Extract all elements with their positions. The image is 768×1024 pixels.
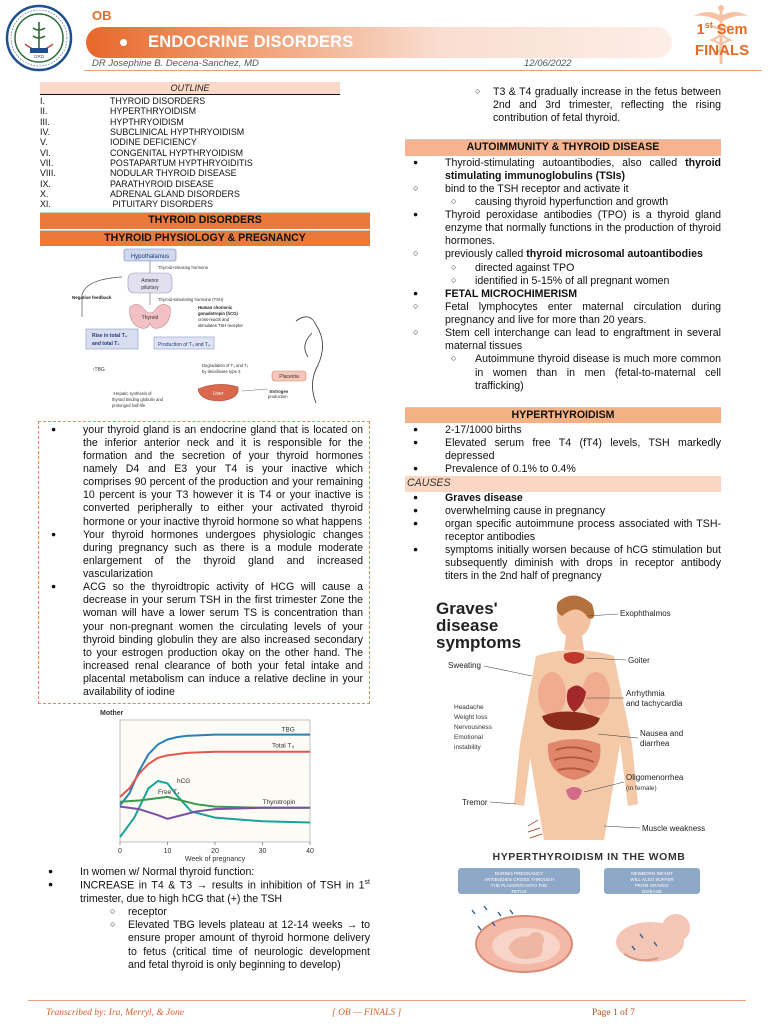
- list-item: ○ causing thyroid hyperfunction and growth: [405, 196, 721, 209]
- x-tick-label: 0: [118, 848, 122, 856]
- list-item: ● Thyroid-stimulating autoantibodies, also called thyroid stimulating immunoglobulins (TSIs): [405, 157, 721, 183]
- chart-plot-area: [120, 720, 310, 842]
- svg-text:Rise in total T₄: Rise in total T₄: [92, 332, 128, 339]
- hyperthyroidism-womb-figure: [444, 848, 734, 976]
- svg-text:pituitary: pituitary: [141, 284, 159, 291]
- svg-text:stimulates TSH receptor: stimulates TSH receptor: [198, 322, 243, 328]
- svg-text:Thyroid-releasing hormone: Thyroid-releasing hormone: [158, 264, 209, 270]
- outline-list: [40, 96, 370, 209]
- outline-item: I. THYROID DISORDERS: [40, 96, 206, 107]
- svg-text:DURING PREGNANCY: DURING PREGNANCY: [494, 871, 544, 876]
- author-name: DR Josephine B. Decena-Sanchez, MD: [92, 58, 259, 69]
- section-label: OB: [92, 8, 112, 23]
- finals-label: FINALS: [694, 41, 750, 59]
- list-item: ○ receptor: [110, 906, 370, 919]
- svg-text:Nervousness: Nervousness: [454, 724, 492, 731]
- svg-text:and total T₃: and total T₃: [92, 340, 120, 347]
- svg-text:HYPERTHYROIDISM IN THE WOMB: HYPERTHYROIDISM IN THE WOMB: [492, 851, 686, 863]
- svg-text:Oligomenorrhea: Oligomenorrhea: [626, 773, 684, 782]
- outline-item: IX. PARATHYROID DISEASE: [40, 178, 214, 189]
- list-item: ● INCREASE in T4 & T3 → results in inhibition of TSH in 1st trimester, due to high hCG that (+) the TSH: [40, 879, 370, 906]
- left-column: [40, 82, 370, 972]
- thyroid-physiology-diagram: [72, 247, 342, 415]
- list-item: ● organ specific autoimmune process associated with TSH-receptor antibodies: [405, 518, 721, 544]
- x-axis-label: Week of pregnancy: [184, 856, 246, 864]
- svg-text:Tremor: Tremor: [462, 798, 488, 807]
- svg-text:prolonged half-life: prolonged half-life: [112, 402, 146, 408]
- svg-text:Placenta: Placenta: [279, 373, 299, 380]
- outline-title: OUTLINE: [40, 82, 340, 95]
- svg-text:↑TBG: ↑TBG: [92, 366, 105, 373]
- section-header-autoimmunity: AUTOIMMUNITY & THYROID DISEASE: [405, 139, 721, 155]
- svg-text:Goiter: Goiter: [628, 656, 650, 665]
- banner-bullet: [120, 39, 127, 46]
- svg-text:thyroid binding globulin and: thyroid binding globulin and: [112, 396, 163, 402]
- svg-text:Negative feedback: Negative feedback: [72, 294, 112, 300]
- svg-text:Graves': Graves': [436, 599, 498, 618]
- college-seal-logo: [5, 4, 73, 72]
- svg-text:Nausea and: Nausea and: [640, 729, 684, 738]
- section-header-hyperthyroidism: HYPERTHYROIDISM: [405, 407, 721, 423]
- semester-suffix: st: [704, 20, 713, 30]
- outline-item: V. IODINE DEFICIENCY: [40, 137, 197, 148]
- svg-text:Emotional: Emotional: [454, 734, 483, 741]
- graves-disease-symptoms-figure: [428, 594, 738, 840]
- svg-text:disease: disease: [436, 616, 499, 635]
- header-divider: [84, 70, 762, 71]
- x-tick-label: 40: [306, 848, 314, 856]
- list-item: ○ previously called thyroid microsomal autoantibodies: [405, 248, 721, 261]
- svg-text:Production of T₃ and T₄: Production of T₃ and T₄: [158, 341, 210, 348]
- list-item: ○ identified in 5-15% of all pregnant women: [405, 275, 721, 288]
- list-item: ○ directed against TPO: [405, 262, 721, 275]
- svg-text:DISEASE: DISEASE: [642, 889, 662, 894]
- outline-item: VII. POSTAPARTUM HYPTHRYOIDITIS: [40, 157, 253, 168]
- svg-text:FETUS: FETUS: [511, 889, 527, 894]
- x-tick-label: 20: [211, 848, 219, 856]
- series-label: TBG: [281, 726, 295, 734]
- svg-text:Anterior: Anterior: [141, 277, 159, 284]
- list-item: ● overwhelming cause in pregnancy: [405, 505, 721, 518]
- chart-title: Mother: [100, 710, 124, 718]
- svg-text:ANTIBODIES CROSS THROUGH: ANTIBODIES CROSS THROUGH: [484, 877, 554, 882]
- series-label: Total T₄: [272, 743, 295, 751]
- outline-item: XI. PITUITARY DISORDERS: [40, 199, 214, 210]
- svg-text:Thyroid-stimulating hormone (T: Thyroid-stimulating hormone (TSH): [158, 296, 224, 302]
- title-banner: [86, 27, 672, 58]
- semester-number: 1: [696, 21, 705, 38]
- semester-badge: [678, 20, 766, 60]
- series-label: hCG: [177, 778, 191, 786]
- svg-text:instability: instability: [454, 744, 481, 751]
- svg-text:Arrhythmia: Arrhythmia: [626, 689, 665, 698]
- list-item: ○ Autoimmune thyroid disease is much more common in women than in men (fetal-to-maternal cell trafficking): [405, 353, 721, 392]
- list-item: ● Elevated serum free T4 (fT4) levels, TSH markedly depressed: [405, 437, 721, 463]
- outline-item: III. HYPTHRYOIDISM: [40, 116, 184, 127]
- svg-text:Weight loss: Weight loss: [454, 714, 488, 721]
- outline-item: X. ADRENAL GLAND DISORDERS: [40, 188, 240, 199]
- svg-text:cross-reacts and: cross-reacts and: [198, 316, 229, 322]
- page-title: ENDOCRINE DISORDERS: [148, 33, 354, 51]
- svg-text:Hypothalamus: Hypothalamus: [130, 253, 170, 260]
- svg-text:symptoms: symptoms: [436, 633, 522, 652]
- section-header-thyroid-physiology: THYROID PHYSIOLOGY & PREGNANCY: [40, 230, 370, 246]
- lecture-date: 12/06/2022: [524, 58, 572, 69]
- list-item: ● ACG so the thyroidtropic activity of HCG will cause a decrease in your serum TSH in the first trimester Zone the woman will have a lower serum TS is concentration than your non-pregnant women the circulating levels of your thyroid binding globulin they are also increased secondary to your estrogen production okay on the other hand. The increased renal clearance of both your fetal intake and placental metabolism can induce a relative decline in your availability of iodine: [43, 581, 363, 699]
- svg-text:NEWBORN INFANT: NEWBORN INFANT: [631, 871, 673, 876]
- svg-text:Degradation of T₃ and T₄: Degradation of T₃ and T₄: [202, 362, 249, 368]
- list-item: ○ Fetal lymphocytes enter maternal circulation during pregnancy and live for more than 20 years.: [405, 301, 721, 327]
- svg-text:Exophthalmos: Exophthalmos: [620, 609, 671, 618]
- outline-item: VI. CONGENITAL HYPTHRYOIDISM: [40, 147, 243, 158]
- svg-text:Muscle weakness: Muscle weakness: [642, 824, 706, 833]
- footer-page-number: Page 1 of 7: [592, 1008, 636, 1018]
- svg-text:diarrhea: diarrhea: [640, 739, 670, 748]
- list-item: ○ bind to the TSH receptor and activate it: [405, 183, 721, 196]
- list-item: ● FETAL MICROCHIMERISM: [405, 288, 721, 301]
- right-column: [405, 82, 721, 583]
- outline-item: VIII. NODULAR THYROID DISEASE: [40, 168, 237, 179]
- list-item: ● In women w/ Normal thyroid function:: [40, 866, 370, 879]
- svg-text:WILL ALSO SUFFER: WILL ALSO SUFFER: [630, 877, 674, 882]
- thyroid-levels-chart: [98, 706, 320, 864]
- svg-text:Thyroid: Thyroid: [141, 314, 159, 321]
- svg-text:and tachycardia: and tachycardia: [626, 699, 683, 708]
- semester-word: Sem: [716, 21, 748, 38]
- svg-text:gonadotropin (hCG): gonadotropin (hCG): [198, 310, 238, 316]
- list-item: ● Prevalence of 0.1% to 0.4%: [405, 463, 721, 476]
- svg-text:by deiodinase type 3: by deiodinase type 3: [202, 368, 241, 374]
- list-item: ● symptoms initially worsen because of hCG stimulation but subsequently diminish with drops in receptor antibody titers in the 2nd half of pregnancy: [405, 544, 721, 583]
- svg-text:Sweating: Sweating: [448, 661, 481, 670]
- svg-text:Liver: Liver: [212, 390, 224, 397]
- footer-transcribers: Transcribed by: Ira, Merryl, & Jone: [46, 1008, 184, 1018]
- list-item: ○ T3 & T4 gradually increase in the fetus between 2nd and 3rd trimester, reflecting the rising contribution of fetal thyroid.: [475, 86, 721, 125]
- footer-divider: [28, 1000, 746, 1001]
- physiology-notes-box: [38, 421, 370, 705]
- svg-text:Headache: Headache: [454, 704, 484, 711]
- svg-text:(in female): (in female): [626, 785, 657, 792]
- series-label: Free T₄: [158, 789, 180, 797]
- svg-text:THE PLACENTA INTO THE: THE PLACENTA INTO THE: [490, 883, 548, 888]
- svg-text:↑Estrogen: ↑Estrogen: [268, 388, 289, 394]
- list-item: ● Thyroid peroxidase antibodies (TPO) is a thyroid gland enzyme that normally functions in the production of thyroid hormones.: [405, 209, 721, 248]
- section-header-thyroid-disorders: THYROID DISORDERS: [40, 212, 370, 228]
- x-tick-label: 10: [163, 848, 172, 856]
- svg-text:↑Hepatic synthesis of: ↑Hepatic synthesis of: [112, 390, 152, 396]
- outline-item: II. HYPERTHRYOIDISM: [40, 106, 196, 117]
- series-label: Thyrotropin: [262, 799, 296, 807]
- section-header-causes: CAUSES: [405, 476, 721, 491]
- svg-text:Human chorionic: Human chorionic: [198, 304, 233, 310]
- list-item: ● Your thyroid hormones undergoes physiologic changes during pregnancy such as there is a module moderate enlargement of the thyroid gland and increased vascularization: [43, 529, 363, 582]
- svg-text:GRD: GRD: [34, 54, 44, 59]
- list-item: ● your thyroid gland is an endocrine gland that is located on the inferior anterior neck and it is responsible for the formation and the secretion of your thyroid hormones namely D4 and E3 your T4 is your inactive which comprises 90 percent of the production and your remaining 10 percent is your T3 however it is T4 or your inactive is converted peripherally to either your activated thyroid hormone or your inactive thyroid hormone so what happens: [43, 424, 363, 529]
- x-tick-label: 30: [258, 848, 267, 856]
- list-item: ● 2-17/1000 births: [405, 424, 721, 437]
- outline-item: IV. SUBCLINICAL HYPTHRYOIDISM: [40, 127, 245, 138]
- list-item: ○ Stem cell interchange can lead to engraftment in several maternal tissues: [405, 327, 721, 353]
- footer-course: [ OB — FINALS ]: [332, 1008, 402, 1018]
- svg-text:FROM GRAVES': FROM GRAVES': [634, 883, 670, 888]
- list-item: ● Graves disease: [405, 492, 721, 505]
- svg-text:production: production: [268, 393, 288, 399]
- list-item: ○ Elevated TBG levels plateau at 12-14 weeks → to ensure proper amount of thyroid hormone delivery to fetus (critical time of neurologic development and fetal thyroid is only beginning to develop): [110, 919, 370, 972]
